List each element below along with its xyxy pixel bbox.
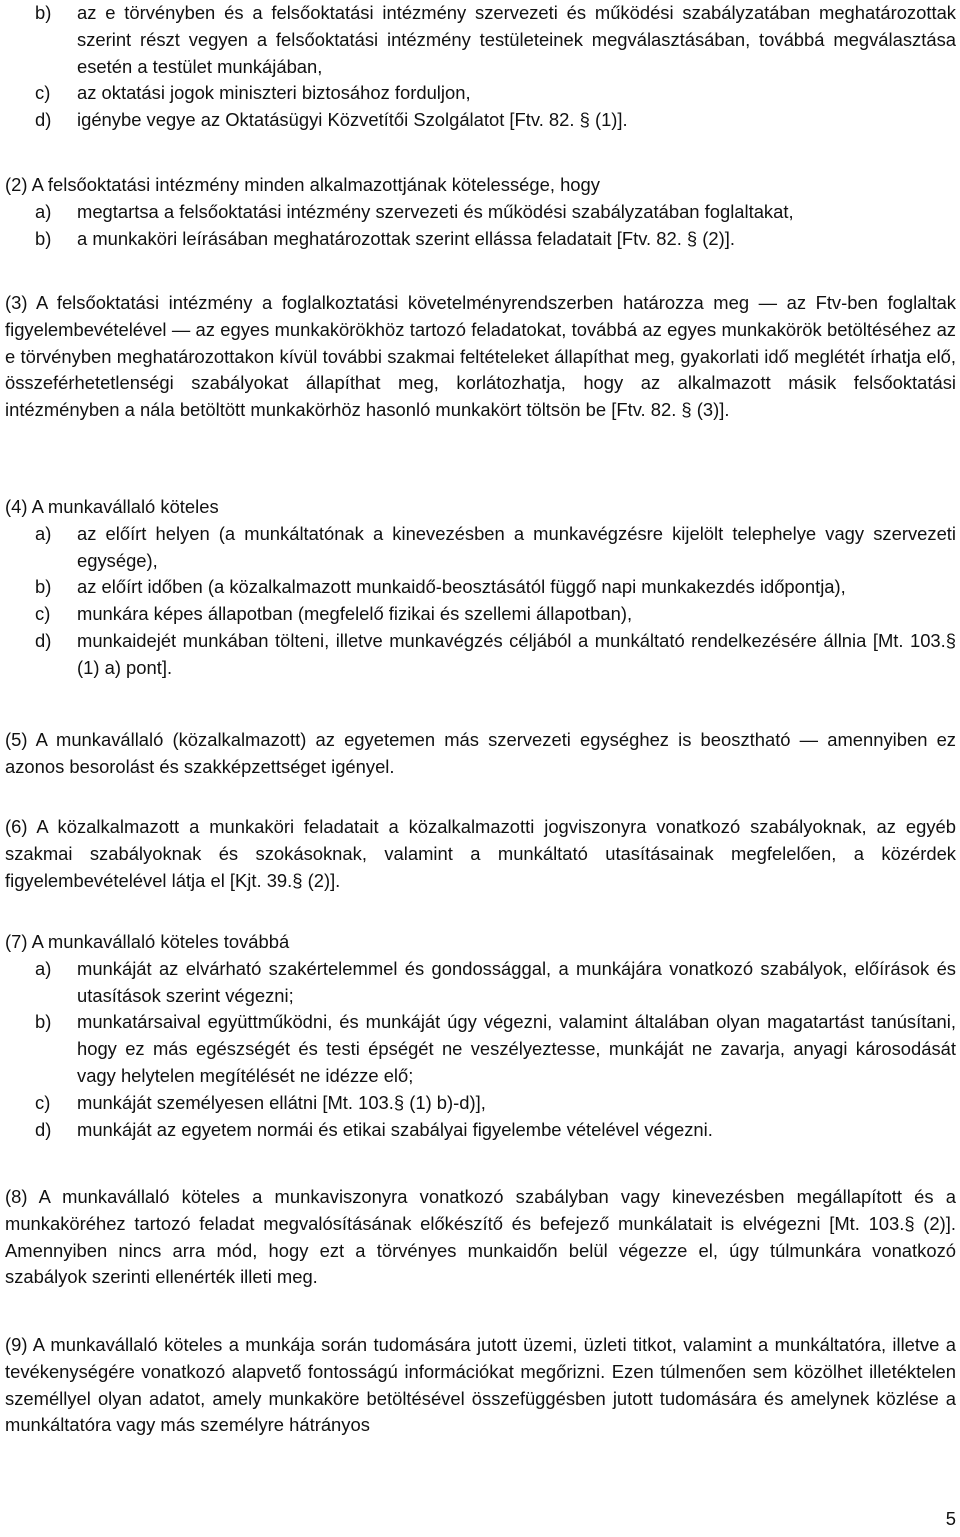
paragraph: (8) A munkavállaló köteles a munkaviszonyra vonatkozó szabályban vagy kinevezésben megállapított és a munkaköréhez tartozó feladat megvalósításának előkészítő és befejező munkálatait is elvégezni [Mt. 103.§ (2)]. Amennyiben nincs arra mód, hogy ezt a törvényes munkaidőn belül végezze el, úgy túlmunkára vonatkozó szabályok szerinti ellenérték illeti meg. — [5, 1186, 956, 1288]
paragraph: (5) A munkavállaló (közalkalmazott) az egyetemen más szervezeti egységhez is beosztható ― amennyiben ez azonos besorolást és szakképzettséget igényel. — [5, 729, 956, 777]
item-text: az előírt időben (a közalkalmazott munkaidő-beosztásától függő napi munkakezdés időpontja), — [77, 576, 846, 598]
paragraph: (3) A felsőoktatási intézmény a foglalkoztatási követelményrendszerben határozza meg ― az Ftv-ben foglaltak figyelembevételével ― az egyes munkakörökhöz tartozó feladatokat, továbbá az egyes munkakörök betöltéséhez az e törvényben meghatározottakon kívül további szakmai feltételeket állapíthat meg, gyakorlati idő meglétét írhatja elő, összeférhetetlenségi szabályokat állapíthat meg, korlátozhatja, hogy az alkalmazott másik felsőoktatási intézményben a nála betöltött munkakörhöz hasonló munkakört töltsön be [Ftv. 82. § (3)]. — [5, 292, 956, 421]
item-label: b) — [35, 576, 52, 598]
item-text: az oktatási jogok miniszteri biztosához forduljon, — [77, 82, 471, 104]
list-item — [5, 1009, 956, 1089]
page-number: 5 — [945, 1508, 956, 1529]
item-text: az előírt helyen (a munkáltatónak a kinevezésben a munkavégzésre kijelölt telephelye vagy szervezeti egysége), — [77, 522, 956, 571]
section-7 — [5, 929, 956, 1143]
list-item — [5, 1117, 956, 1144]
item-text: az e törvényben és a felsőoktatási intézmény szervezeti és működési szabályzatában meghatározottak szerint részt vegyen a felsőoktatási intézmény testületeinek megválasztásában, továbbá megválasztása esetén a testület munkájában, — [77, 2, 956, 77]
paragraph: (9) A munkavállaló köteles a munkája során tudomására jutott üzemi, üzleti titkot, valamint a munkáltatóra, illetve a tevékenységére vonatkozó alapvető fontosságú információkat megőrizni. Ezen túlmenően sem közölhet illetéktelen személlyel olyan adatot, amely munkaköre betöltésével összefüggésben jutott tudomására és amelynek közlése a munkáltatóra vagy más személyre hátrányos — [5, 1334, 956, 1436]
list-item — [5, 0, 956, 80]
item-label: a) — [35, 522, 52, 544]
list-item — [5, 199, 956, 226]
item-text: munkáját az egyetem normái és etikai szabályai figyelembe vételével végezni. — [77, 1118, 713, 1140]
item-text: megtartsa a felsőoktatási intézmény szervezeti és működési szabályzatában foglaltakat, — [77, 200, 794, 222]
section-3 — [5, 290, 956, 424]
item-label: a) — [35, 957, 52, 979]
section-5 — [5, 727, 956, 781]
item-text: munkaidejét munkában tölteni, illetve munkavégzés céljából a munkáltató rendelkezésére állnia [Mt. 103.§ (1) a) pont]. — [77, 629, 956, 678]
paragraph-intro: (4) A munkavállaló köteles — [5, 496, 219, 517]
list-item — [5, 956, 956, 1010]
list-item — [5, 521, 956, 575]
section-1 — [5, 0, 956, 134]
item-text: a munkaköri leírásában meghatározottak szerint ellássa feladatait [Ftv. 82. § (2)]. — [77, 227, 735, 249]
list-item — [5, 226, 956, 253]
item-label: b) — [35, 2, 52, 23]
section-8 — [5, 1184, 956, 1291]
section-2 — [5, 172, 956, 252]
list-item — [5, 80, 956, 107]
item-text: munkáját személyesen ellátni [Mt. 103.§ (1) b)-d)], — [77, 1091, 486, 1113]
item-label: d) — [35, 1118, 52, 1140]
section-6 — [5, 814, 956, 894]
paragraph: (6) A közalkalmazott a munkaköri feladatait a közalkalmazotti jogviszonyra vonatkozó szabályoknak, az egyéb szakmai szabályoknak és szokásoknak, valamint a munkáltató utasításainak megfelelően, a közérdek figyelembevételével látja el [Kjt. 39.§ (2)]. — [5, 816, 956, 891]
item-label: b) — [35, 227, 52, 249]
item-text: munkáját az elvárható szakértelemmel és gondossággal, a munkájára vonatkozó szabályok, előírások és utasítások szerint végezni; — [77, 957, 956, 1006]
list-item — [5, 574, 956, 601]
list-item — [5, 107, 956, 134]
paragraph-intro: (7) A munkavállaló köteles továbbá — [5, 931, 290, 952]
list-item — [5, 628, 956, 682]
item-label: b) — [35, 1011, 52, 1033]
item-text: munkatársaival együttműködni, és munkáját úgy végezni, valamint általában olyan magatartást tanúsítani, hogy ez más egészségét és testi épségét ne veszélyeztesse, munkáját ne zavarja, anyagi károsodását vagy helytelen megítélését ne idézze elő; — [77, 1011, 956, 1086]
item-label: d) — [35, 629, 52, 651]
list-item — [5, 1090, 956, 1117]
item-label: c) — [35, 603, 51, 625]
item-label: a) — [35, 200, 52, 222]
list-item — [5, 601, 956, 628]
item-label: d) — [35, 109, 52, 131]
item-label: c) — [35, 82, 51, 104]
paragraph-intro: (2) A felsőoktatási intézmény minden alkalmazottjának kötelessége, hogy — [5, 174, 600, 195]
item-label: c) — [35, 1091, 51, 1113]
item-text: igénybe vegye az Oktatásügyi Közvetítői Szolgálatot [Ftv. 82. § (1)]. — [77, 109, 628, 131]
item-text: munkára képes állapotban (megfelelő fizikai és szellemi állapotban), — [77, 603, 633, 625]
section-9 — [5, 1332, 956, 1439]
section-4 — [5, 494, 956, 682]
